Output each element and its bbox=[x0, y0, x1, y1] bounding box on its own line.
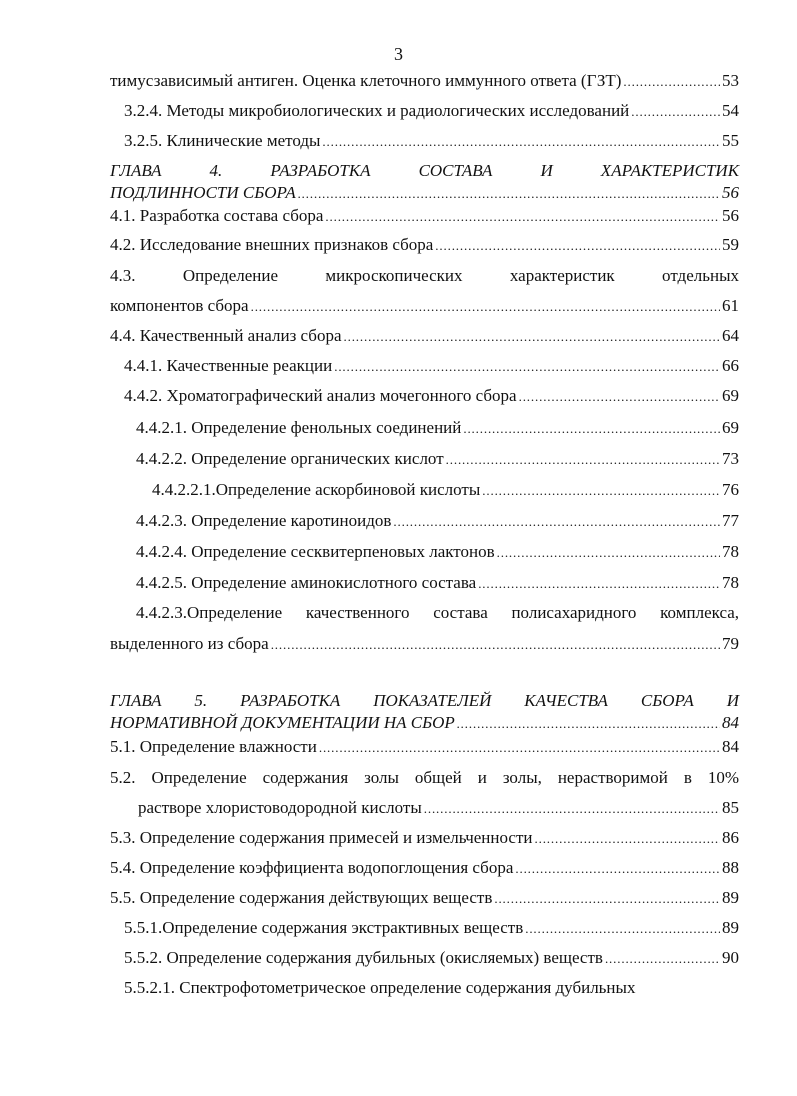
toc-entry-page: 59 bbox=[722, 235, 739, 254]
toc-entry-title: 5.1. Определение влажности bbox=[110, 737, 317, 756]
toc-entry-title: ГЛАВА 4. РАЗРАБОТКА СОСТАВА И ХАРАКТЕРИСТИК bbox=[110, 161, 739, 180]
toc-entry-title: 4.4.2.3. Определение каротиноидов bbox=[136, 511, 392, 530]
toc-entry bbox=[124, 947, 739, 969]
toc-entry-page: 79 bbox=[722, 634, 739, 653]
toc-dot-leader bbox=[334, 355, 720, 378]
toc-entry-page: 64 bbox=[722, 326, 739, 345]
toc-entry-page: 78 bbox=[722, 542, 739, 561]
toc-entry-page: 66 bbox=[722, 356, 739, 375]
toc-dot-leader bbox=[623, 70, 720, 93]
toc-entry bbox=[124, 100, 739, 122]
toc-entry bbox=[136, 448, 739, 470]
toc-dot-leader bbox=[435, 234, 720, 257]
toc-entry bbox=[110, 70, 739, 92]
toc-entry-page: 56 bbox=[722, 206, 739, 225]
toc-dot-leader bbox=[325, 205, 720, 228]
toc-entry bbox=[110, 205, 739, 227]
toc-entry bbox=[110, 736, 739, 758]
toc-dot-leader bbox=[482, 479, 720, 502]
toc-entry bbox=[136, 417, 739, 439]
toc-entry-title: компонентов сбора bbox=[110, 296, 249, 315]
toc-entry-page: 89 bbox=[722, 888, 739, 907]
toc-entry-page: 56 bbox=[722, 183, 739, 202]
toc-dot-leader bbox=[344, 325, 721, 348]
toc-entry bbox=[110, 827, 739, 849]
toc-dot-leader bbox=[631, 100, 720, 123]
toc-dot-leader bbox=[446, 448, 720, 471]
toc-entry bbox=[110, 712, 739, 734]
toc-entry-title: 4.4.2.1. Определение фенольных соединений bbox=[136, 418, 462, 437]
toc-entry-title: 5.5.1.Определение содержания экстрактивных веществ bbox=[124, 918, 524, 937]
toc-entry-title: ГЛАВА 5. РАЗРАБОТКА ПОКАЗАТЕЛЕЙ КАЧЕСТВА СБОРА И bbox=[110, 691, 739, 710]
toc-entry-title: 5.5. Определение содержания действующих веществ bbox=[110, 888, 493, 907]
toc-dot-leader bbox=[519, 385, 720, 408]
toc-entry bbox=[110, 690, 739, 712]
toc-dot-leader bbox=[298, 182, 720, 205]
toc-entry-title: 3.2.4. Методы микробиологических и радиологических исследований bbox=[124, 101, 630, 120]
toc-entry bbox=[110, 633, 739, 655]
toc-entry-page: 88 bbox=[722, 858, 739, 877]
toc-entry-title: 5.3. Определение содержания примесей и измельченности bbox=[110, 828, 533, 847]
toc-dot-leader bbox=[497, 541, 720, 564]
toc-entry-title: 4.4.2.2. Определение органических кислот bbox=[136, 449, 444, 468]
toc-entry-page: 54 bbox=[722, 101, 739, 120]
toc-entry-title: 4.2. Исследование внешних признаков сбора bbox=[110, 235, 434, 254]
toc-entry bbox=[110, 887, 739, 909]
toc-entry-page: 86 bbox=[722, 828, 739, 847]
toc-entry-page: 89 bbox=[722, 918, 739, 937]
toc-entry-title: выделенного из сбора bbox=[110, 634, 269, 653]
toc-entry-title: 4.3. Определение микроскопических характеристик отдельных bbox=[110, 266, 739, 285]
toc-entry bbox=[110, 160, 739, 182]
toc-entry bbox=[136, 572, 739, 594]
toc-entry-page: 77 bbox=[722, 511, 739, 530]
toc-entry-title: 4.1. Разработка состава сбора bbox=[110, 206, 324, 225]
toc-entry-page: 61 bbox=[722, 296, 739, 315]
toc-dot-leader bbox=[457, 712, 720, 735]
toc-entry bbox=[110, 325, 739, 347]
toc-entry-title: 5.4. Определение коэффициента водопоглощения сбора bbox=[110, 858, 514, 877]
toc-entry-title: 5.5.2. Определение содержания дубильных (окисляемых) веществ bbox=[124, 948, 603, 967]
toc-dot-leader bbox=[424, 797, 720, 820]
toc-entry-title: 4.4. Качественный анализ сбора bbox=[110, 326, 342, 345]
toc-entry bbox=[124, 385, 739, 407]
toc-entry-title: 4.4.1. Качественные реакции bbox=[124, 356, 333, 375]
toc-dot-leader bbox=[271, 633, 720, 656]
toc-entry-page: 85 bbox=[722, 798, 739, 817]
toc-entry bbox=[136, 602, 739, 624]
toc-entry bbox=[110, 857, 739, 879]
toc-entry bbox=[110, 234, 739, 256]
toc-entry-title: НОРМАТИВНОЙ ДОКУМЕНТАЦИИ НА СБОР bbox=[110, 713, 455, 732]
toc-entry-page: 76 bbox=[722, 480, 739, 499]
toc-entry-page: 53 bbox=[722, 71, 739, 90]
toc-dot-leader bbox=[251, 295, 720, 318]
toc-entry bbox=[110, 182, 739, 204]
toc-entry-page: 69 bbox=[722, 418, 739, 437]
toc-dot-leader bbox=[478, 572, 720, 595]
toc-entry-title: 5.5.2.1. Спектрофотометрическое определение содержания дубильных bbox=[124, 978, 636, 997]
toc-entry bbox=[136, 541, 739, 563]
toc-entry-page: 78 bbox=[722, 573, 739, 592]
toc-entry-title: ПОДЛИННОСТИ СБОРА bbox=[110, 183, 296, 202]
toc-entry bbox=[124, 917, 739, 939]
toc-dot-leader bbox=[515, 857, 720, 880]
toc-entry bbox=[124, 130, 739, 152]
toc-entry-title: 4.4.2. Хроматографический анализ мочегонного сбора bbox=[124, 386, 517, 405]
toc-entry-title: 3.2.5. Клинические методы bbox=[124, 131, 321, 150]
toc-dot-leader bbox=[525, 917, 720, 940]
toc-entry-page: 84 bbox=[722, 737, 739, 756]
toc-entry bbox=[138, 797, 739, 819]
page-number: 3 bbox=[394, 44, 403, 64]
toc-entry-page: 69 bbox=[722, 386, 739, 405]
toc-entry bbox=[110, 265, 739, 287]
toc-entry-title: 4.4.2.2.1.Определение аскорбиновой кислоты bbox=[152, 480, 481, 499]
toc-entry-page: 55 bbox=[722, 131, 739, 150]
toc-entry-page: 84 bbox=[722, 713, 739, 732]
toc-entry bbox=[110, 295, 739, 317]
toc-entry bbox=[124, 977, 739, 999]
toc-dot-leader bbox=[393, 510, 720, 533]
toc-entry bbox=[136, 510, 739, 532]
toc-entry-page: 73 bbox=[722, 449, 739, 468]
toc-entry-title: тимусзависимый антиген. Оценка клеточного иммунного ответа (ГЗТ) bbox=[110, 71, 622, 90]
toc-dot-leader bbox=[494, 887, 720, 910]
toc-entry bbox=[152, 479, 739, 501]
toc-entry-title: 5.2. Определение содержания золы общей и золы, нерастворимой в 10% bbox=[110, 768, 739, 787]
toc-entry bbox=[110, 767, 739, 789]
toc-entry-title: 4.4.2.4. Определение сесквитерпеновых лактонов bbox=[136, 542, 495, 561]
toc-entry-page: 90 bbox=[722, 948, 739, 967]
toc-dot-leader bbox=[463, 417, 720, 440]
toc-dot-leader bbox=[535, 827, 721, 850]
toc-dot-leader bbox=[322, 130, 720, 153]
toc-dot-leader bbox=[605, 947, 720, 970]
toc-entry-title: 4.4.2.5. Определение аминокислотного состава bbox=[136, 573, 477, 592]
toc-entry-title: растворе хлористоводородной кислоты bbox=[138, 798, 422, 817]
toc-dot-leader bbox=[319, 736, 720, 759]
toc-entry-title: 4.4.2.3.Определение качественного состава полисахаридного комплекса, bbox=[136, 603, 739, 622]
toc-entry bbox=[124, 355, 739, 377]
